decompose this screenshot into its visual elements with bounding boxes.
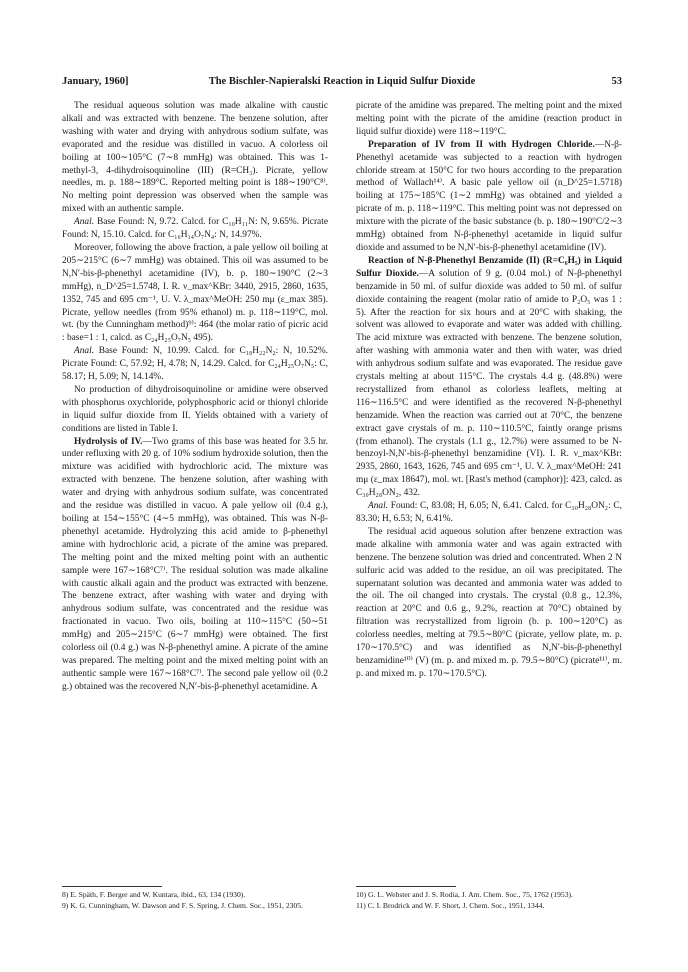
paragraph: Reaction of N-β-Phenethyl Benzamide (II) (R=C₆H₅) in Liquid Sulfur Dioxide.—A solution of 9 g. (0.04 mol.) of N-β-phenethyl benzamide in 50 ml. of sulfur dioxide was added to 50 ml. of sulfur dioxide containing the reagent (molar ratio of amide to P₂O₅ was 1 : 5). After the reaction for six hours and at 20°C with shaking, the solvent was allowed to evaporate and water was added with chilling. The acid mixture was extracted with benzene. The benzene solution, after washing with ammonia water and then with water, was dried with anhydrous sodium sulfate and was evaporated. The residue gave crystals melting at about 115°C. The crystals 4.4 g. (48.8%) were recrystallized from ethanol as colorless leaflets, melting at 116∼116.5°C and were identified as the recovered N-β-phenethyl benzamide. When the reaction was carried out at 70°C, the benzene extract gave crystals of m. p. 110∼110.5°C, faintly orange prisms (from ethanol). The crystals (1.1 g., 12.7%) were assumed to be N-benzoyl-N,N′-bis-β-phenethyl benzamidine (VI). I. R. ν_max^KBr: 2935, 2860, 1643, 1626, 745 and 695 cm⁻¹, U. V. λ_max^MeOH: 241 mμ (ε_max 18647), mol. wt. [Rast's method (camphor)]: 423, calcd. as C₃₀H₂₈ON₂, 432. bbox=[356, 255, 622, 499]
left-column bbox=[62, 100, 328, 694]
paragraph: Anal. Base Found: N, 10.99. Calcd. for C₁₈H₂₂N₂: N, 10.52%. Picrate Found: C, 57.92; H, 4.78; N, 14.29. Calcd. for C₂₄H₂₅O₇N₅: C, 58.17; H, 5.09; N, 14.14%. bbox=[62, 346, 328, 383]
footnote-rule bbox=[356, 886, 456, 887]
paragraph: Anal. Found: C, 83.08; H, 6.05; N, 6.41. Calcd. for C₃₀H₂₈ON₂: C, 83.30; H, 6.53; N, 6.41%. bbox=[356, 501, 622, 524]
paragraph: No production of dihydroisoquinoline or amidine were observed with phosphorus oxychloride, polyphosphoric acid or thionyl chloride in liquid sulfur dioxide from II. Yields obtained with a variety of conditions are listed in Table I. bbox=[62, 384, 328, 434]
paragraph: Anal. Base Found: N, 9.72. Calcd. for C₁₀H₁₁N: N, 9.65%. Picrate Found: N, 15.10. Calcd. for C₁₆H₁₄O₇N₄: N, 14.97%. bbox=[62, 217, 328, 241]
footnotes-right bbox=[356, 890, 622, 910]
paragraph: The residual acid aqueous solution after benzene extraction was made alkaline with ammonia water and was again extracted with benzene. The benzene solution was dried and concentrated. When 2 N sulfuric acid was added to the residue, an oil was precipitated. The supernatant solution was decanted and ammonia water was added to the oil. The oil changed into crystals. The crystal (0.8 g., 12.3%, reaction at 20°C and 0.6 g., 9.2%, reaction at 70°C) obtained by filtration was recrystallized from ligroin (b. p. 100∼120°C) as colorless needles, melting at 79.5∼80°C (picrate, yellow plate, m. p. 170∼170.5°C) and was identified as N,N′-bis-β-phenethyl benzamidine¹⁰⁾ (V) (m. p. and mixed m. p. 79.5∼80°C) (picrate¹¹⁾, m. p. and mixed m. p. 170∼170.5°C). bbox=[356, 526, 622, 679]
running-header bbox=[62, 76, 622, 92]
footnote: 9) K. G. Cunningham, W. Dawson and F. S. Spring, J. Chem. Soc., 1951, 2305. bbox=[62, 900, 303, 910]
header-article-title: The Bischler-Napieralski Reaction in Liquid Sulfur Dioxide bbox=[208, 76, 476, 87]
page-number: 53 bbox=[611, 76, 622, 87]
footnote: 11) C. I. Brodrick and W. F. Short, J. Chem. Soc., 1951, 1344. bbox=[356, 900, 545, 910]
right-column bbox=[356, 100, 622, 681]
footnote-rule bbox=[62, 886, 162, 887]
paragraph: picrate of the amidine was prepared. The melting point and the mixed melting point with the picrate of the amidine (reaction product in liquid sulfur dioxide) were 118∼119°C. bbox=[356, 101, 622, 137]
footnote: 10) G. L. Webster and J. S. Rodia, J. Am. Chem. Soc., 75, 1762 (1953). bbox=[356, 890, 573, 899]
paragraph: Preparation of IV from II with Hydrogen Chloride.—N-β-Phenethyl acetamide was subjected to a reaction with hydrogen chloride stream at 150°C for two hours according to the preparation method of Wallach¹⁴⁾. A basic pale yellow oil (n_D^25=1.5718) boiling at 175∼185°C (1∼2 mmHg) was obtained and yielded a picrate of m. p. 118∼119°C. This melting point was not depressed on mixture with the picrate of the basic substance (b. p. 180∼190°C/2∼3 mmHg) obtained from N-β-phenethyl acetamide in liquid sulfur dioxide and assumed to be N,N′-bis-β-phenethyl acetamidine (IV). bbox=[356, 139, 622, 253]
paragraph: Moreover, following the above fraction, a pale yellow oil boiling at 205∼215°C (6∼7 mmHg) was obtained. This oil was assumed to be N,N′-bis-β-phenethyl acetamidine (IV), b. p. 180∼190°C (2∼3 mmHg), n_D^25=1.5748, I. R. ν_max^KBr: 3440, 2915, 2860, 1635, 1352, 745 and 695 cm⁻¹, U. V. λ_max^MeOH: 250 mμ (ε_max 385). Picrate, yellow needles (from 95% ethanol) m. p. 118∼119°C, mol. wt. (by the Cunningham method)⁹⁾: 464 (the molar ratio of picric acid : base=1 : 1, calcd. as C₂₄H₂₅O₇N₅ 495). bbox=[62, 242, 328, 344]
footnote: 8) E. Späth, F. Berger and W. Kuntara, ibid., 63, 134 (1930). bbox=[62, 890, 246, 899]
footnotes-left bbox=[62, 890, 328, 910]
paragraph: Hydrolysis of IV.—Two grams of this base was heated for 3.5 hr. under refluxing with 20 g. of 10% sodium hydroxide solution, then the mixture was acidified with hydrochloric acid. The mixture was extracted with benzene. The benzene solution, after washing with water and drying with anhydrous sodium sulfate, was concentrated and the residue was distilled in vacuo. A pale yellow oil (0.4 g.), boiling at 154∼155°C (4∼5 mmHg), was obtained. This was N-β-phenethyl acetamide. Hydrolyzing this acid amide to β-phenethyl amine with hydrochloric acid, a picrate of the amine was prepared. The melting point and the mixed melting point with an authentic sample were 167∼168°C⁷⁾. The residual solution was made alkaline with caustic alkali again and the product was extracted with benzene. The benzene extract, after washing with water and drying with anhydrous sodium sulfate, was concentrated and the residue was fractionated in vacuo. Two oils, boiling at 110∼115°C (50∼51 mmHg) and 205∼215°C (6∼7 mmHg) were obtained. The first colorless oil (0.4 g.) was N-β-phenethyl amine. A picrate of the amine was prepared. The melting point and the mixed melting point with an authentic sample were 167∼168°C⁷⁾. The second pale yellow oil (0.2 g.) obtained was the recovered N,N′-bis-β-phenethyl acetamidine. A bbox=[62, 436, 329, 692]
paragraph: The residual aqueous solution was made alkaline with caustic alkali and was extracted with benzene. The benzene solution, after washing with water and drying with anhydrous sodium sulfate, was evaporated and the residue was distilled in vacuo. A colorless oil boiling at 100∼105°C (7∼8 mmHg) was obtained. This was 1-methyl-3, 4-dihydroisoquinoline (III) (R=CH₃). Picrate, yellow needles, m. p. 188∼189°C. Reported melting point is 188∼190°C⁸⁾. No melting point depression was observed when the sample was mixed with an authentic sample. bbox=[62, 101, 328, 215]
header-issue-date: January, 1960] bbox=[62, 76, 129, 87]
